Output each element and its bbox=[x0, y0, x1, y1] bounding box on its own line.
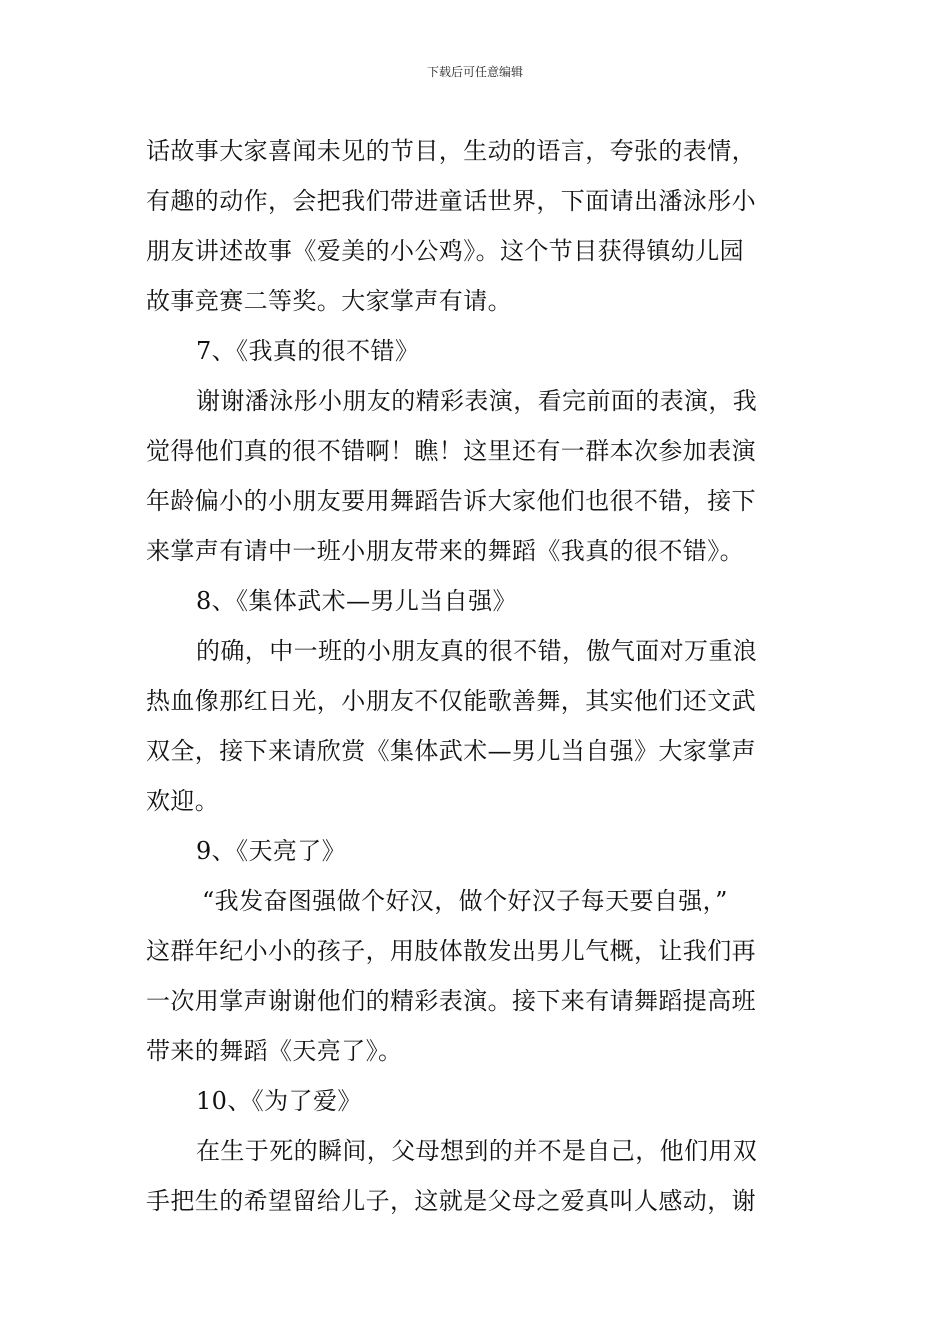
paragraph-9 bbox=[146, 876, 806, 1076]
text-line: 双全，接下来请欣赏《集体武术—男儿当自强》大家掌声 bbox=[146, 737, 756, 765]
text-line: 带来的舞蹈《天亮了》。 bbox=[146, 1037, 403, 1065]
section-heading-8: 8、《集体武术—男儿当自强》 bbox=[196, 587, 517, 615]
text-line: 年龄偏小的小朋友要用舞蹈告诉大家他们也很不错，接下 bbox=[146, 487, 756, 515]
text-line: 一次用掌声谢谢他们的精彩表演。接下来有请舞蹈提高班 bbox=[146, 987, 756, 1015]
text-line: 谢谢潘泳彤小朋友的精彩表演，看完前面的表演，我 bbox=[196, 387, 758, 415]
document-body bbox=[146, 126, 806, 1226]
text-line: 在生于死的瞬间，父母想到的并不是自己，他们用双 bbox=[196, 1137, 758, 1165]
section-heading-10: 10、《为了爱》 bbox=[196, 1087, 362, 1115]
text-line: “我发奋图强做个好汉，做个好汉子每天要自强，” bbox=[202, 887, 728, 915]
text-line: 有趣的动作，会把我们带进童话世界，下面请出潘泳彤小 bbox=[146, 187, 756, 215]
text-line: 来掌声有请中一班小朋友带来的舞蹈《我真的很不错》。 bbox=[146, 537, 744, 565]
paragraph-7 bbox=[146, 376, 806, 576]
text-line: 故事竞赛二等奖。大家掌声有请。 bbox=[146, 287, 512, 315]
page-header: 下载后可任意编辑 bbox=[426, 65, 523, 79]
paragraph-10 bbox=[146, 1126, 806, 1226]
text-line: 这群年纪小小的孩子，用肢体散发出男儿气概，让我们再 bbox=[146, 937, 756, 965]
text-line: 欢迎。 bbox=[146, 787, 220, 815]
paragraph-8 bbox=[146, 626, 806, 826]
paragraph-intro bbox=[146, 126, 806, 326]
text-line: 热血像那红日光，小朋友不仅能歌善舞，其实他们还文武 bbox=[146, 687, 756, 715]
text-line: 话故事大家喜闻未见的节目，生动的语言，夸张的表情， bbox=[146, 137, 756, 165]
text-line: 觉得他们真的很不错啊！瞧！这里还有一群本次参加表演 bbox=[146, 437, 756, 465]
text-line: 的确，中一班的小朋友真的很不错，傲气面对万重浪 bbox=[196, 637, 758, 665]
section-heading-9: 9、《天亮了》 bbox=[196, 837, 347, 865]
section-heading-7: 7、《我真的很不错》 bbox=[196, 337, 420, 365]
text-line: 朋友讲述故事《爱美的小公鸡》。这个节目获得镇幼儿园 bbox=[146, 237, 744, 265]
text-line: 手把生的希望留给儿子，这就是父母之爱真叫人感动，谢 bbox=[146, 1187, 756, 1215]
